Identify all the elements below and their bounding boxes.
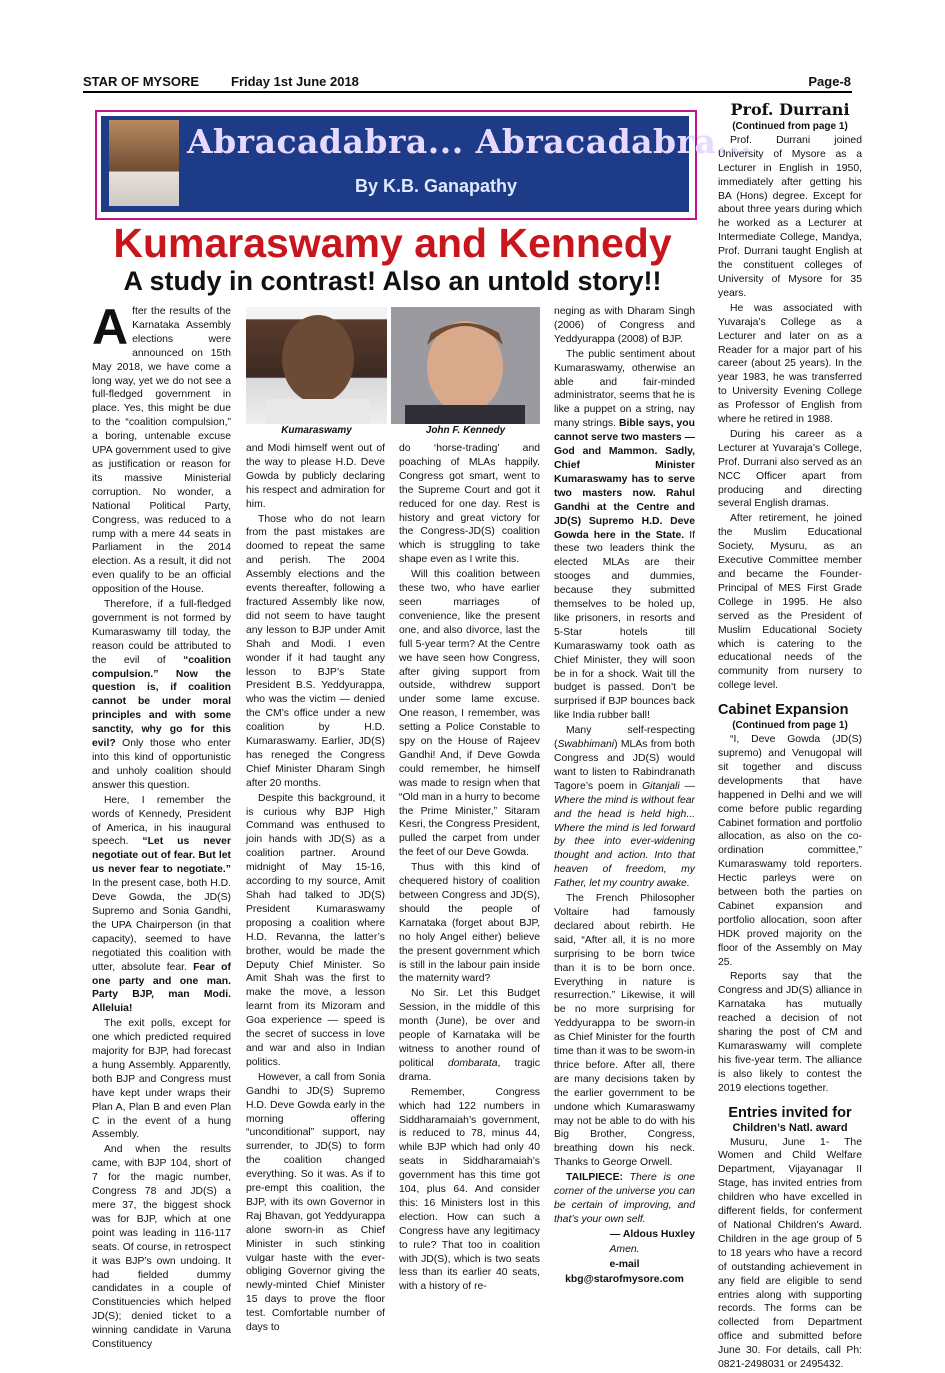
- caption-right: John F. Kennedy: [425, 425, 506, 436]
- article-paragraph: do ‘horse-trading’ and poaching of MLAs happily. Congress got smart, went to the Supreme Court and got it reduced for one day. Rest is history and great victory for the Congress-JD(S) coalition which is struggling to take shape even as I write this.: [399, 443, 540, 566]
- article-column-3: [399, 442, 540, 1295]
- article-paragraph: Will this coalition between these two, who have earlier seen marriages of convenience, like the present one, and also divorce, last the full 5-year term? At the Centre we have seen how Congress, after giving support from outside, withdrew support under some lame excuse. One reason, I remember, was setting a Police Constable to spy on the House of Rajeev Gandhi! And, if Deve Gowda could remember, he himself was made to resign when that “Old man in a hurry to become the Prime Minister,” Sitaram Kesri, the Congress President, pulled the carpet from under the feet of our Deve Gowda.: [399, 569, 540, 859]
- article-paragraph: Thus with this kind of chequered history of coalition between Congress and JD(S), should the people of Karnataka (forget about BJP, no holy Angel either) believe the present government which is still in the labour pain inside the maternity ward?: [399, 862, 540, 985]
- article-paragraph: And when the results came, with BJP 104, short of 7 for the magic number, Congress 78 and JD(S) a mere 37, the biggest shock was for BJP, which at one point was leading in 116-117 seats. Of course, in retrospect it was BJP’s own undoing. It had fielded dummy candidates in a couple of Constituencies which helped JD(S); denied ticket to a winning candidate in Varuna Constituency: [92, 1144, 231, 1351]
- article-paragraph: The French Philosopher Voltaire had famously declared about rebirth. He said, “After all, it is no more surprising to be born twice than it is to be born once. Everything in nature is resurrection.” Likewise, it will be no more surprising for Yeddyurappa to be sworn-in as Chief Minister for the fourth time than it was to be sworn-in thrice before. After all, there are many decisions taken by the earlier government to be undone which Kumaraswamy may not be able to do with his Big Brother, Congress, breathing down his neck. Thanks to George Orwell.: [554, 893, 695, 1169]
- article-paragraph: Remember, Congress which had 122 numbers in Siddharamaiah’s government, is reduced to 78, minus 44, while BJP which had only 40 seats in Siddharamaiah’s government has this time got 104, plus 64. And consider this: 16 Ministers lost in this election. How can such a Congress have any legitimacy to rule? That too in coalition with JD(S), which is two seats less than its earlier 40 seats, with a history of re-: [399, 1086, 540, 1293]
- column-banner: [95, 110, 753, 220]
- kumaraswamy-portrait-icon: [246, 307, 387, 424]
- tailpiece: TAILPIECE: There is one corner of the universe you can be certain of improving, and that’s your own self.: [554, 1172, 695, 1225]
- caption-left: Kumaraswamy: [281, 425, 352, 436]
- cabinet-continued: (Continued from page 1): [732, 720, 848, 732]
- article-paragraph: After the results of the Karnataka Assembly elections were announced on 15th May 2018, we have come a long way, yet we do not see a full-fledged government in place. Yes, this might be due to the “coalition compulsion,” a boring, untenable excuse UPA government used to give as justification or reason for its massive Ministerial corruption. No wonder, a National Political Party, Congress, was reduced to a rump with a mere 44 seats in Parliament in the 2014 election. As a result, it did not even qualify to be an official opposition of the House.: [92, 299, 231, 596]
- byline: By K.B. Ganapathy: [354, 176, 518, 196]
- durrani-paragraph: During his career as a Lecturer at Yuvaraja’s College, Prof. Durrani also served as an NCC Officer apart from producing and directing several English dramas.: [718, 428, 862, 510]
- cabinet-title: Cabinet Expansion: [718, 702, 849, 719]
- article-paragraph: neging as with Dharam Singh (2006) of Congress and Yeddyurappa (2008) of BJP.: [554, 306, 695, 345]
- durrani-paragraph: He was associated with Yuvaraja’s College as a Lecturer and later on as a Reader for a major part of his career (about 25 years). In the year 1983, he was transferred to University Evening College as Professor of English from where he retired in 1988.: [718, 302, 862, 426]
- page-header: [83, 72, 851, 92]
- amen: Amen.: [609, 1243, 640, 1255]
- article-paragraph: Despite this background, it is curious why BJP High Command was enthused to join hands with JD(S) as a coalition partner. Around midnight of May 15-16, according to my source, Amit Shah had talked to JD(S) President Kumaraswamy proposing a coalition where H.D. Revanna, the latter’s brother, would be made the Deputy Chief Minister. So Amit Shah was the first to make the move, a lesson learnt from its Mizoram and Goa experience — speed is the secret of success in love and war and also in Indian politics.: [246, 792, 385, 1068]
- article-paragraph: Therefore, if a full-fledged government is not formed by Kumaraswamy till today, the reason could be attributed to the evil of “coalition compulsion.” Now the question is, if coalition cannot be under moral principles and with some sanctity, why go for this evil? Only those who enter into this kind of opportunistic and unholy coalition should answer this question.: [92, 599, 231, 791]
- durrani-paragraph: Prof. Durrani joined University of Mysore as a Lecturer in English in 1950, immediately after getting his BA (Hons) degree. Except for about three years during which he worked as a Lecturer at Intermediate College, Mandya, Prof. Durrani taught English at the constituent colleges of University of Mysore for 35 years.: [718, 134, 862, 299]
- issue-date: Friday 1st June 2018: [231, 74, 359, 89]
- entries-title: Entries invited for: [728, 1104, 852, 1121]
- banner-panel: [101, 116, 753, 212]
- article-paragraph: and Modi himself went out of the way to please H.D. Deve Gowda by publicly declaring his respect and admiration for him.: [246, 443, 385, 510]
- column-title: Abracadabra... Abracadabra...: [187, 122, 753, 161]
- durrani-continued: (Continued from page 1): [732, 121, 848, 132]
- article-column-4: [554, 305, 695, 1287]
- email-label: e-mail: [609, 1258, 640, 1270]
- header-rule: [83, 91, 852, 93]
- drop-cap: A: [92, 299, 129, 355]
- article-paragraph: Here, I remember the words of Kennedy, President of America, in his inaugural speech. “Let us never negotiate out of fear. But let us never fear to negotiate.” In the present case, both H.D. Deve Gowda, the JD(S) Supremo and Sonia Gandhi, the UPA Chairperson (in that capacity), seemed to have negotiated this coalition with utter, absolute fear. Fear of one party and one man. Party BJP, man Modi. Alleluia!: [92, 794, 231, 1015]
- article-paragraph: The exit polls, except for one which predicted required majority for BJP, had forecast a hung Assembly. Apparently, both BJP and Congress must have kept under wraps their Plan A, Plan B and even Plan C in the event of a hung Assembly.: [92, 1018, 231, 1141]
- paper-name: STAR OF MYSORE: [83, 74, 200, 89]
- article-paragraph: Many self-respecting (Swabhimani) MLAs from both Congress and JD(S) would want to listen to Rabindranath Tagore’s poem in Gitanjali — Where the mind is without fear and the head is held high... Where the mind is led forward by thee into ever-widening thought and action. Into that heaven of freedom, my Father, let my country awake.: [554, 725, 696, 890]
- author-email[interactable]: kbg@starofmysore.com: [565, 1273, 684, 1285]
- article-paragraph: However, a call from Sonia Gandhi to JD(S) Supremo H.D. Deve Gowda early in the morning offering “unconditional” support, nay surrender, to JD(S) to form the coalition changed everything. So it was. As if to pre-empt this coalition, the BJP, with its own Governor in Raj Bhavan, got Yeddyurappa alone sworn-in as Chief Minister in such stinking vulgar haste with the ever-obliging Governor giving the newly-minted Chief Minister 15 days to prove the floor test. Comfortable number of days to: [246, 1071, 385, 1334]
- sidebar: [718, 100, 862, 1373]
- subheadline: A study in contrast! Also an untold story!!: [123, 266, 662, 296]
- entries-subtitle: Children’s Natl. award: [732, 1121, 848, 1134]
- durrani-title: Prof. Durrani: [730, 100, 850, 119]
- cabinet-paragraph: Reports say that the Congress and JD(S) alliance in Karnataka has mutually reached a decision of not sharing the post of CM and Kumaraswamy will complete his five-year term. The alliance is also likely to contest the 2019 elections together.: [718, 971, 862, 1094]
- article-paragraph: No Sir. Let this Budget Session, in the middle of this month (June), be over and people of Karnataka will be witness to another round of political dombarata, tragic drama.: [399, 988, 541, 1083]
- quote-author: — Aldous Huxley: [609, 1228, 695, 1240]
- page-number: Page-8: [808, 74, 851, 89]
- article-paragraph: The public sentiment about Kumaraswamy, otherwise an able and fair-minded administrator, seems that he is like a puppet on a string, nay many strings. Bible says, you cannot serve two masters — God and Mammon. Sadly, Chief Minister Kumaraswamy has to serve two masters now. Rahul Gandhi at the Centre and JD(S) Supremo H.D. Deve Gowda here in the State. If these two leaders think the elected MLAs are their stooges and dummies, because they submitted themselves to be holed up, like prisoners, in resorts and 5-Star hotels till Kumaraswamy took oath as Chief Minister, they will soon be in for a shock. Wait till the budget is passed. Don’t be surprised if BJP bounces back like India rubber ball!: [554, 348, 696, 722]
- entries-paragraph: Musuru, June 1- The Women and Child Welfare Department, Vijayanagar II Stage, has invited entries from children who have excelled in different fields, for conferment of National Children’s Award. Children in the age group of 5 to 18 years who have a record of outstanding achievement in any field are eligible to send entries along with supporting records. The forms can be collected from Department office and submitted before June 30. For details, call Ph: 0821-2498031 or 2495432.: [718, 1136, 862, 1371]
- article-column-2: [246, 442, 385, 1336]
- cabinet-paragraph: “I, Deve Gowda (JD(S) supremo) and Venugopal will sit together and discuss developments that have happened in Delhi and we will come before public regarding Cabinet formation and portfolio allocation, as also on the co-ordination committee,” Kumaraswamy told reporters. Hectic parleys were on between both the parties on Cabinet expansion and portfolio allocation, soon after HDK proved majority on the floor of the Assembly on May 25.: [718, 734, 862, 968]
- article-column-1: [92, 299, 231, 1353]
- kumaraswamy-photo: [246, 307, 387, 424]
- article-paragraph: Those who do not learn from the past mistakes are doomed to repeat the same and perish. The 2004 Assembly elections and the events thereafter, following a fractured Assembly like now, did not seem to have taught any lesson to BJP under Amit Shah and Modi. I even wonder if it had taught any lesson to BJP’s State President B.S. Yeddyurappa, who was the victim — denied the CM’s office under a new coalition by H.D. Kumaraswamy. Earlier, JD(S) has reneged the Congress Chief Minister Dharam Singh after 20 months.: [246, 513, 385, 789]
- author-photo: [109, 120, 179, 206]
- durrani-paragraph: After retirement, he joined the Muslim Educational Society, Mysuru, as an Executive Committee member and became the Founder-Principal of MES First Grade College in 1995. He also served as the President of Muslim Educational Society which is catering to the educational needs of the community from nursery to college level.: [718, 513, 862, 692]
- headline: Kumaraswamy and Kennedy: [113, 220, 672, 266]
- kennedy-portrait-icon: [391, 307, 540, 424]
- kennedy-photo: [391, 307, 540, 424]
